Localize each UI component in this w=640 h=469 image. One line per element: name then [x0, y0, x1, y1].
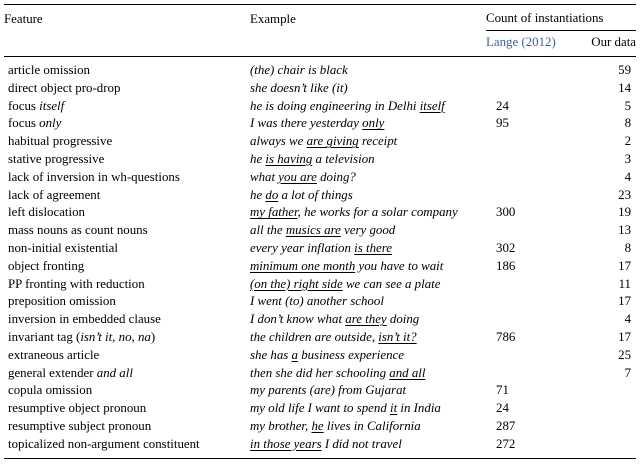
our-data-count-cell: 13 — [618, 223, 632, 238]
underlined-span: (on the) right side — [250, 276, 343, 291]
our-data-count-cell: 17 — [618, 329, 632, 344]
text-span: PP fronting with reduction — [8, 276, 145, 291]
italic-span: isn’t it, no, na — [80, 329, 151, 344]
text-span: he is doing engineering in Delhi — [250, 98, 420, 113]
lange-count-cell — [486, 57, 566, 80]
feature-cell — [4, 151, 250, 169]
table-row — [4, 98, 636, 116]
citation-link-lange-2012[interactable]: Lange (2012) — [486, 35, 556, 49]
text-span: very good — [340, 223, 396, 238]
text-span: lack of agreement — [8, 187, 101, 202]
text-span: what — [250, 169, 279, 184]
our-data-count-cell — [566, 436, 636, 458]
our-data-count-cell: 17 — [618, 258, 632, 273]
example-cell — [250, 115, 486, 133]
our-data-count-cell: 2 — [624, 134, 632, 149]
our-data-count-cell: 11 — [618, 276, 632, 291]
feature-cell — [4, 133, 250, 151]
text-span: extraneous article — [8, 347, 100, 362]
example-cell — [250, 133, 486, 151]
table-row — [4, 204, 636, 222]
our-data-count-cell — [566, 382, 636, 400]
table-row — [4, 169, 636, 187]
underlined-span: is there — [354, 240, 393, 255]
feature-cell — [4, 258, 250, 276]
underlined-span: minimum one month — [250, 258, 356, 273]
feature-cell — [4, 382, 250, 400]
lange-count-cell: 24 — [496, 401, 509, 416]
feature-cell — [4, 204, 250, 222]
text-span: article omission — [8, 63, 90, 77]
table-row — [4, 365, 636, 383]
text-span: , he works for a solar company — [297, 205, 458, 220]
text-span: inversion in embedded clause — [8, 312, 161, 327]
table-row — [4, 276, 636, 294]
text-span: focus — [8, 98, 40, 113]
text-span: general extender — [8, 365, 97, 380]
our-data-count-cell: 8 — [624, 240, 632, 255]
text-span: lives in California — [323, 418, 421, 433]
text-span: topicalized non-argument constituent — [8, 436, 200, 451]
lange-count-cell — [486, 293, 566, 311]
example-cell — [250, 382, 486, 400]
text-span: ) — [150, 329, 156, 344]
table-row — [4, 329, 636, 347]
our-data-count-cell: 14 — [618, 80, 632, 95]
text-span: you have to wait — [355, 258, 444, 273]
underlined-span: isn’t it? — [378, 329, 417, 344]
header-group-row — [4, 5, 636, 31]
our-data-count-cell: 59 — [618, 63, 632, 77]
our-data-count-cell: 4 — [624, 169, 632, 184]
feature-cell — [4, 400, 250, 418]
feature-cell — [4, 418, 250, 436]
text-span: business experience — [298, 347, 404, 362]
text-span: stative progressive — [8, 151, 105, 166]
example-cell — [250, 204, 486, 222]
text-span: (the) chair is black — [250, 63, 348, 77]
feature-cell — [4, 169, 250, 187]
table-row — [4, 418, 636, 436]
text-span: always we — [250, 134, 307, 149]
text-span: invariant tag ( — [8, 329, 81, 344]
table-row — [4, 382, 636, 400]
lange-count-cell — [486, 187, 566, 205]
text-span: object fronting — [8, 258, 85, 273]
text-span: mass nouns as count nouns — [8, 223, 148, 238]
our-data-count-cell: 8 — [624, 116, 632, 131]
our-data-count-cell: 23 — [618, 187, 632, 202]
text-span: left dislocation — [8, 205, 85, 220]
lange-count-cell: 300 — [496, 205, 516, 220]
example-cell — [250, 311, 486, 329]
text-span: my brother, — [250, 418, 312, 433]
lange-count-cell: 24 — [496, 98, 509, 113]
text-span: the children are outside, — [250, 329, 379, 344]
lange-count-cell: 186 — [496, 258, 516, 273]
our-data-count-cell: 17 — [618, 294, 632, 309]
text-span: copula omission — [8, 383, 93, 398]
example-cell — [250, 258, 486, 276]
underlined-span: you are — [278, 169, 317, 184]
lange-count-cell — [486, 169, 566, 187]
underlined-span: is having — [265, 151, 313, 166]
feature-cell — [4, 329, 250, 347]
table-row — [4, 133, 636, 151]
underlined-span: are they — [345, 312, 387, 327]
lange-count-cell — [486, 365, 566, 383]
lange-count-cell — [486, 80, 566, 98]
our-data-count-cell: 5 — [624, 98, 632, 113]
example-cell — [250, 98, 486, 116]
text-span: non-initial existential — [8, 240, 118, 255]
text-span: we can see a plate — [342, 276, 441, 291]
underlined-span: my father — [250, 205, 298, 220]
text-span: direct object pro-drop — [8, 80, 121, 95]
lange-count-cell — [486, 222, 566, 240]
lange-count-cell: 272 — [496, 436, 516, 451]
underlined-span: it — [390, 401, 398, 416]
table-row — [4, 258, 636, 276]
our-data-count-cell: 19 — [618, 205, 632, 220]
table-body — [4, 57, 636, 459]
example-cell — [250, 329, 486, 347]
text-span: a television — [312, 151, 375, 166]
text-span: a lot of things — [278, 187, 353, 202]
example-cell — [250, 293, 486, 311]
text-span: lack of inversion in wh-questions — [8, 169, 180, 184]
feature-cell — [4, 365, 250, 383]
italic-span: itself — [39, 98, 65, 113]
table-header — [4, 5, 636, 57]
column-header-lange — [486, 31, 566, 57]
text-span: doing? — [316, 169, 356, 184]
feature-cell — [4, 240, 250, 258]
underlined-span: itself — [419, 98, 445, 113]
header-spacer-cell — [4, 31, 250, 57]
our-data-count-cell — [566, 418, 636, 436]
example-cell — [250, 240, 486, 258]
text-span: focus — [8, 116, 40, 131]
text-span: resumptive object pronoun — [8, 401, 147, 416]
text-span: resumptive subject pronoun — [8, 418, 152, 433]
table-row — [4, 240, 636, 258]
example-cell — [250, 276, 486, 294]
example-cell — [250, 80, 486, 98]
lange-count-cell: 302 — [496, 240, 516, 255]
table-row — [4, 115, 636, 133]
table-row — [4, 293, 636, 311]
text-span: habitual progressive — [8, 134, 113, 149]
underlined-span: are giving — [306, 134, 359, 149]
underlined-span: musics are — [285, 223, 341, 238]
text-span: he — [250, 187, 266, 202]
text-span: I did not travel — [321, 436, 402, 451]
feature-cell — [4, 436, 250, 458]
text-span: preposition omission — [8, 294, 116, 309]
underlined-span: a — [291, 347, 298, 362]
table-row — [4, 151, 636, 169]
example-cell — [250, 222, 486, 240]
header-spacer-cell — [250, 31, 486, 57]
text-span: in India — [397, 401, 441, 416]
lange-count-cell — [486, 276, 566, 294]
lange-count-cell: 71 — [496, 383, 509, 398]
feature-cell — [4, 276, 250, 294]
italic-span: only — [39, 116, 62, 131]
our-data-count-cell: 4 — [624, 312, 632, 327]
example-cell — [250, 436, 486, 458]
feature-cell — [4, 311, 250, 329]
example-cell — [250, 57, 486, 80]
example-cell — [250, 169, 486, 187]
lange-count-cell — [486, 347, 566, 365]
table-row — [4, 400, 636, 418]
example-cell — [250, 418, 486, 436]
text-span: he — [250, 151, 266, 166]
table-row — [4, 222, 636, 240]
underlined-span: in those years — [250, 436, 322, 451]
dialect-feature-table — [4, 4, 636, 459]
underlined-span: and all — [389, 365, 426, 380]
text-span: I went (to) another school — [250, 294, 384, 309]
column-header-our-data: Our data — [566, 31, 636, 57]
lange-count-cell — [486, 311, 566, 329]
underlined-span: do — [265, 187, 279, 202]
our-data-count-cell: 7 — [624, 365, 632, 380]
feature-cell — [4, 80, 250, 98]
table-row — [4, 57, 636, 80]
table-row — [4, 187, 636, 205]
feature-cell — [4, 98, 250, 116]
table-row — [4, 347, 636, 365]
example-cell — [250, 187, 486, 205]
italic-span: and all — [96, 365, 133, 380]
text-span: my old life I want to spend — [250, 401, 390, 416]
lange-count-cell — [486, 133, 566, 151]
table-row — [4, 311, 636, 329]
table-row — [4, 80, 636, 98]
feature-cell — [4, 187, 250, 205]
example-cell — [250, 151, 486, 169]
column-header-example: Example — [250, 11, 296, 26]
text-span: I don’t know what — [250, 312, 346, 327]
text-span: she has — [250, 347, 292, 362]
example-cell — [250, 347, 486, 365]
text-span: every year inflation — [250, 240, 355, 255]
column-header-feature: Feature — [4, 11, 43, 26]
our-data-count-cell: 25 — [618, 347, 632, 362]
example-cell — [250, 400, 486, 418]
feature-cell — [4, 222, 250, 240]
underlined-span: only — [362, 116, 385, 131]
text-span: she doesn’t like (it) — [250, 80, 348, 95]
lange-count-cell: 95 — [496, 116, 509, 131]
text-span: my parents (are) from Gujarat — [250, 383, 407, 398]
column-header-count-group: Count of instantiations — [486, 5, 636, 31]
feature-cell — [4, 347, 250, 365]
header-sub-row — [4, 31, 636, 57]
feature-cell — [4, 115, 250, 133]
text-span: receipt — [358, 134, 398, 149]
text-span: then she did her schooling — [250, 365, 390, 380]
our-data-count-cell — [566, 400, 636, 418]
text-span: doing — [386, 312, 420, 327]
our-data-count-cell: 3 — [624, 151, 632, 166]
lange-count-cell: 786 — [496, 329, 516, 344]
text-span: I was there yesterday — [250, 116, 363, 131]
feature-cell — [4, 293, 250, 311]
underlined-span: he — [311, 418, 324, 433]
table-row — [4, 436, 636, 458]
feature-cell — [4, 57, 250, 80]
example-cell — [250, 365, 486, 383]
lange-count-cell: 287 — [496, 418, 516, 433]
lange-count-cell — [486, 151, 566, 169]
text-span: all the — [250, 223, 286, 238]
